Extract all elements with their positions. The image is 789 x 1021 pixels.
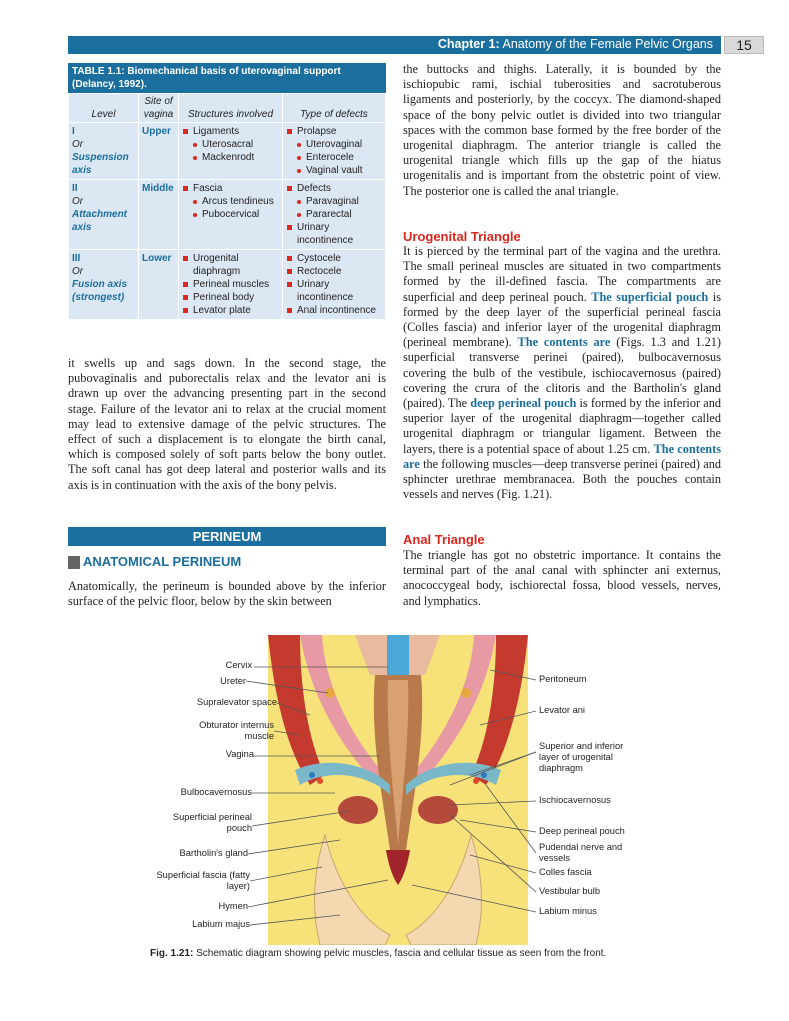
label-supralevator-space: Supralevator space	[196, 697, 277, 707]
label-superficial-perineal-pouch: Superficial perineal pouch	[172, 812, 252, 833]
label-deep-perineal-pouch: Deep perineal pouch	[539, 826, 625, 836]
paragraph: The triangle has got no obstetric importance. It contains the terminal part of the anal canal with sphincter ani externus, anococcygeal body, ischiorectal fossa, blood vessels, nerves, and lymphatics.	[403, 548, 721, 608]
subsection-heading	[68, 554, 386, 571]
table-caption: TABLE 1.1: Biomechanical basis of uterovaginal support (Delancy, 1992).	[68, 63, 386, 93]
label-peritoneum: Peritoneum	[539, 674, 587, 684]
left-body-text	[68, 356, 386, 493]
heading-anal-triangle: Anal Triangle	[403, 532, 485, 547]
table-1-1	[68, 63, 386, 320]
label-pudendal-nerve: Pudendal nerve and vessels	[539, 842, 623, 863]
page-number: 15	[724, 36, 764, 54]
label-ureter: Ureter	[220, 676, 246, 686]
paragraph: It is pierced by the terminal part of the vagina and the urethra. The small perineal muscles are situated in two compartments formed by the ill-defined fascia. The compartments are superficial and deep perineal pouch. The superficial pouch is formed by the deep layer of the superficial perineal fascia (Colles fascia) and inferior layer of the urogenital diaphragm (perineal membrane). The contents are (Figs. 1.3 and 1.21) superficial transverse perinei (paired), bulbocavernosus covering the bulb of the vestibule, ischiocavernosus (paired) covering the crura of the clitoris and the Bartholin's gland (paired). The deep perineal pouch is formed by the inferior and superior layer of the urogenital diaphragm—together called urogenital diaphragm or triangular ligament. Between the layers, there is a potential space of about 1.25 cm. The contents are the following muscles—deep transverse perinei (paired) and sphincter urethrae membranacea. Both the pouches contain vessels and nerves (Fig. 1.21).	[403, 244, 722, 502]
heading-urogenital-triangle: Urogenital Triangle	[403, 229, 521, 244]
table-header-row	[69, 94, 386, 123]
site-cell: Lower	[139, 250, 179, 320]
label-bulbocavernosus: Bulbocavernosus	[180, 787, 252, 797]
running-header-text: Chapter 1: Anatomy of the Female Pelvic Organs	[437, 37, 713, 51]
table-row	[69, 180, 386, 250]
heading-marker	[68, 556, 80, 569]
level-cell: III Or Fusion axis (strongest)	[69, 250, 139, 320]
label-vagina: Vagina	[225, 749, 254, 759]
defects-cell: Defects Paravaginal Pararectal Urinary incontinence	[283, 180, 386, 250]
col-header: Structures involved	[179, 94, 283, 123]
label-cervix: Cervix	[225, 660, 252, 670]
col-header: Type of defects	[283, 94, 386, 123]
paragraph: Anatomically, the perineum is bounded above by the inferior surface of the pelvic floor, below by the skin between	[68, 579, 386, 609]
anal-text	[403, 548, 721, 609]
col-header: Site of vagina	[139, 94, 179, 123]
biomechanics-table	[68, 93, 386, 320]
level-cell: I Or Suspension axis	[69, 123, 139, 180]
figure-caption: Fig. 1.21: Schematic diagram showing pelvic muscles, fascia and cellular tissue as seen from the front.	[150, 948, 607, 959]
label-ischiocavernosus: Ischiocavernosus	[539, 795, 611, 805]
structures-cell: Ligaments Uterosacral Mackenrodt	[179, 123, 283, 180]
label-labium-majus: Labium majus	[192, 919, 250, 929]
site-cell: Upper	[139, 123, 179, 180]
running-header	[68, 36, 721, 54]
left-body-text-2	[68, 579, 386, 609]
section-heading-perineum: PERINEUM	[68, 527, 386, 546]
subsection-title: ANATOMICAL PERINEUM	[83, 554, 242, 569]
col-header: Level	[69, 94, 139, 123]
label-superficial-fascia: Superficial fascia (fatty layer)	[156, 870, 250, 891]
right-body-text	[403, 62, 721, 199]
paragraph: the buttocks and thighs. Laterally, it is bounded by the ischiopubic rami, ischial tuberosities and sacrotuberous ligaments and posteriorly, by the coccyx. The diamond-shaped space of the bony pelvic outlet is divided into two triangular spaces with the common base formed by the free border of the urogenital diaphragm. The anterior triangle is called the urogenital triangle which fills up the gap of the hiatus urogenitalis and is important from the obstetric point of view. The posterior one is called the anal triangle.	[403, 62, 721, 198]
level-cell: II Or Attachment axis	[69, 180, 139, 250]
label-colles-fascia: Colles fascia	[539, 867, 592, 877]
label-hymen: Hymen	[218, 901, 248, 911]
label-bartholins-gland: Bartholin's gland	[179, 848, 248, 858]
anatomy-figure	[150, 635, 650, 945]
label-urogenital-diaphragm: Superior and inferior layer of urogenital diaphragm	[539, 741, 624, 773]
structures-cell: Fascia Arcus tendineus Pubocervical	[179, 180, 283, 250]
urogenital-text	[403, 244, 721, 502]
table-row	[69, 123, 386, 180]
defects-cell: Cystocele Rectocele Urinary incontinence Anal incontinence	[283, 250, 386, 320]
label-labium-minus: Labium minus	[539, 906, 597, 916]
structures-cell: Urogenital diaphragm Perineal muscles Perineal body Levator plate	[179, 250, 283, 320]
label-levator-ani: Levator ani	[539, 705, 585, 715]
label-obturator-internus: Obturator internus muscle	[199, 720, 274, 741]
table-row	[69, 250, 386, 320]
site-cell: Middle	[139, 180, 179, 250]
label-vestibular-bulb: Vestibular bulb	[539, 886, 600, 896]
paragraph: it swells up and sags down. In the second stage, the pubovaginalis and puborectalis relax and the levator ani is drawn up over the advancing presenting part in the second stage. Failure of the levator ani to relax at the crucial moment may lead to extensive damage of the pelvic structures. The effect of such a displacement is to elongate the birth canal, which is composed solely of soft parts below the bony outlet. The soft canal has got deep lateral and posterior walls and its axis is in continuation with the axis of the bony pelvis.	[68, 356, 386, 492]
defects-cell: Prolapse Uterovaginal Enterocele Vaginal vault	[283, 123, 386, 180]
